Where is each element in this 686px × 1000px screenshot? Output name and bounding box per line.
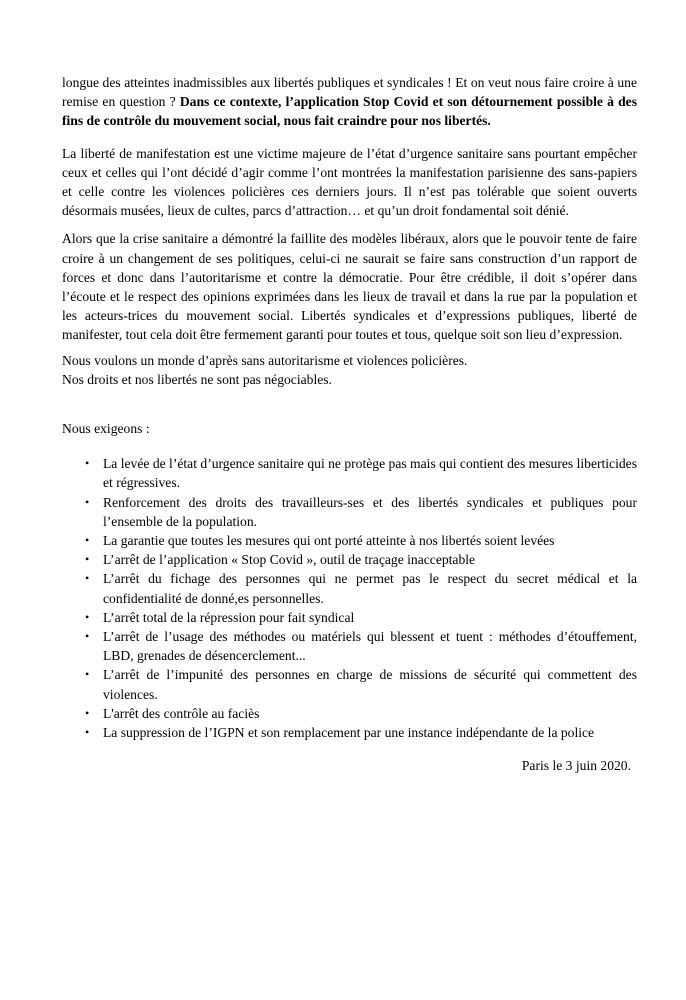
bullet-marker: • (85, 725, 90, 740)
list-item (62, 723, 637, 742)
list-item (62, 531, 637, 550)
paragraph-context (62, 73, 637, 131)
list-item-text: La suppression de l’IGPN et son remplacement par une instance indépendante de la police (103, 725, 595, 741)
monde-apres-line: Nous voulons un monde d’après sans autoritarisme et violences policières. (62, 352, 468, 368)
list-item-text: La levée de l’état d’urgence sanitaire qui ne protège pas mais qui contient des mesures liberticides et régressives. (103, 456, 637, 491)
list-item (62, 608, 637, 627)
list-item (62, 569, 637, 607)
list-item (62, 665, 637, 703)
list-item (62, 704, 637, 723)
list-item (62, 550, 637, 569)
list-item-text: L’arrêt de l’impunité des personnes en charge de missions de sécurité qui commettent des violences. (103, 667, 637, 702)
bullet-marker: • (85, 667, 90, 682)
list-item-text: L'arrêt des contrôle au faciès (103, 705, 260, 721)
list-item-text: L’arrêt du fichage des personnes qui ne permet pas le respect du secret médical et la confidentialité de donné,es personnelles. (103, 571, 637, 606)
date-signature-line: Paris le 3 juin 2020. (521, 758, 631, 774)
document-text-block (62, 73, 637, 789)
demands-list (62, 454, 637, 742)
paragraph-monde-apres (62, 351, 637, 389)
bullet-marker: • (85, 533, 90, 548)
paragraph-context-normal-run: longue des atteintes inadmissibles aux libertés publiques et syndicales ! Et on veut nous faire croire à une remise en question ? (62, 75, 637, 110)
bullet-marker: • (85, 609, 90, 624)
paragraph-liberte-manifestation: La liberté de manifestation est une victime majeure de l’état d’urgence sanitaire sans pourtant empêcher ceux et celles qui l’ont décidé d’agir comme l’ont montrées la manifestation parisienne des sans-papiers et celle contre les violences policières ces derniers jours. Il n’est pas tolérable que soient ouverts désormais musées, lieux de cultes, parcs d’attraction… et qu’un droit fondamental soit dénié. (62, 145, 637, 219)
droits-libertes-line: Nos droits et nos libertés ne sont pas négociables. (62, 371, 332, 387)
list-item-text: L’arrêt de l’usage des méthodes ou matériels qui blessent et tuent : méthodes d’étouffement, LBD, grenades de désencerclement... (103, 629, 637, 664)
bullet-marker: • (85, 705, 90, 720)
list-item (62, 493, 637, 531)
demands-intro: Nous exigeons : (62, 421, 150, 437)
bullet-marker: • (85, 629, 90, 644)
bullet-marker: • (85, 552, 90, 567)
bullet-marker: • (85, 456, 90, 471)
list-item-text: Renforcement des droits des travailleurs-ses et des libertés syndicales et publiques pour l’ensemble de la population. (103, 494, 637, 529)
bullet-marker: • (85, 571, 90, 586)
list-item-text: L’arrêt de l’application « Stop Covid », outil de traçage inacceptable (103, 552, 476, 568)
list-item (62, 627, 637, 665)
paragraph-context-bold-run: Dans ce contexte, l’application Stop Covid et son détournement possible à des fins de contrôle du mouvement social, nous fait craindre pour nos libertés. (62, 94, 637, 129)
list-item (62, 454, 637, 492)
paragraph-crise-sanitaire: Alors que la crise sanitaire a démontré la faillite des modèles libéraux, alors que le pouvoir tente de faire croire à un changement de ses politiques, celui-ci ne saurait se faire sans construction d’un rapport de forces et donc dans l’autoritarisme et contre la démocratie. Pour être crédible, il doit s’opérer dans l’écoute et le respect des opinions exprimées dans les lieux de travail et dans la rue par la population et les acteurs-trices du mouvement social. Libertés syndicales et d’expressions publiques, liberté de manifester, tout cela doit être fermement garanti pour toutes et tous, quelque soit son lieu d’expression. (62, 231, 637, 343)
bullet-marker: • (85, 494, 90, 509)
list-item-text: L’arrêt total de la répression pour fait syndical (103, 609, 355, 625)
list-item-text: La garantie que toutes les mesures qui ont porté atteinte à nos libertés soient levées (103, 533, 555, 549)
